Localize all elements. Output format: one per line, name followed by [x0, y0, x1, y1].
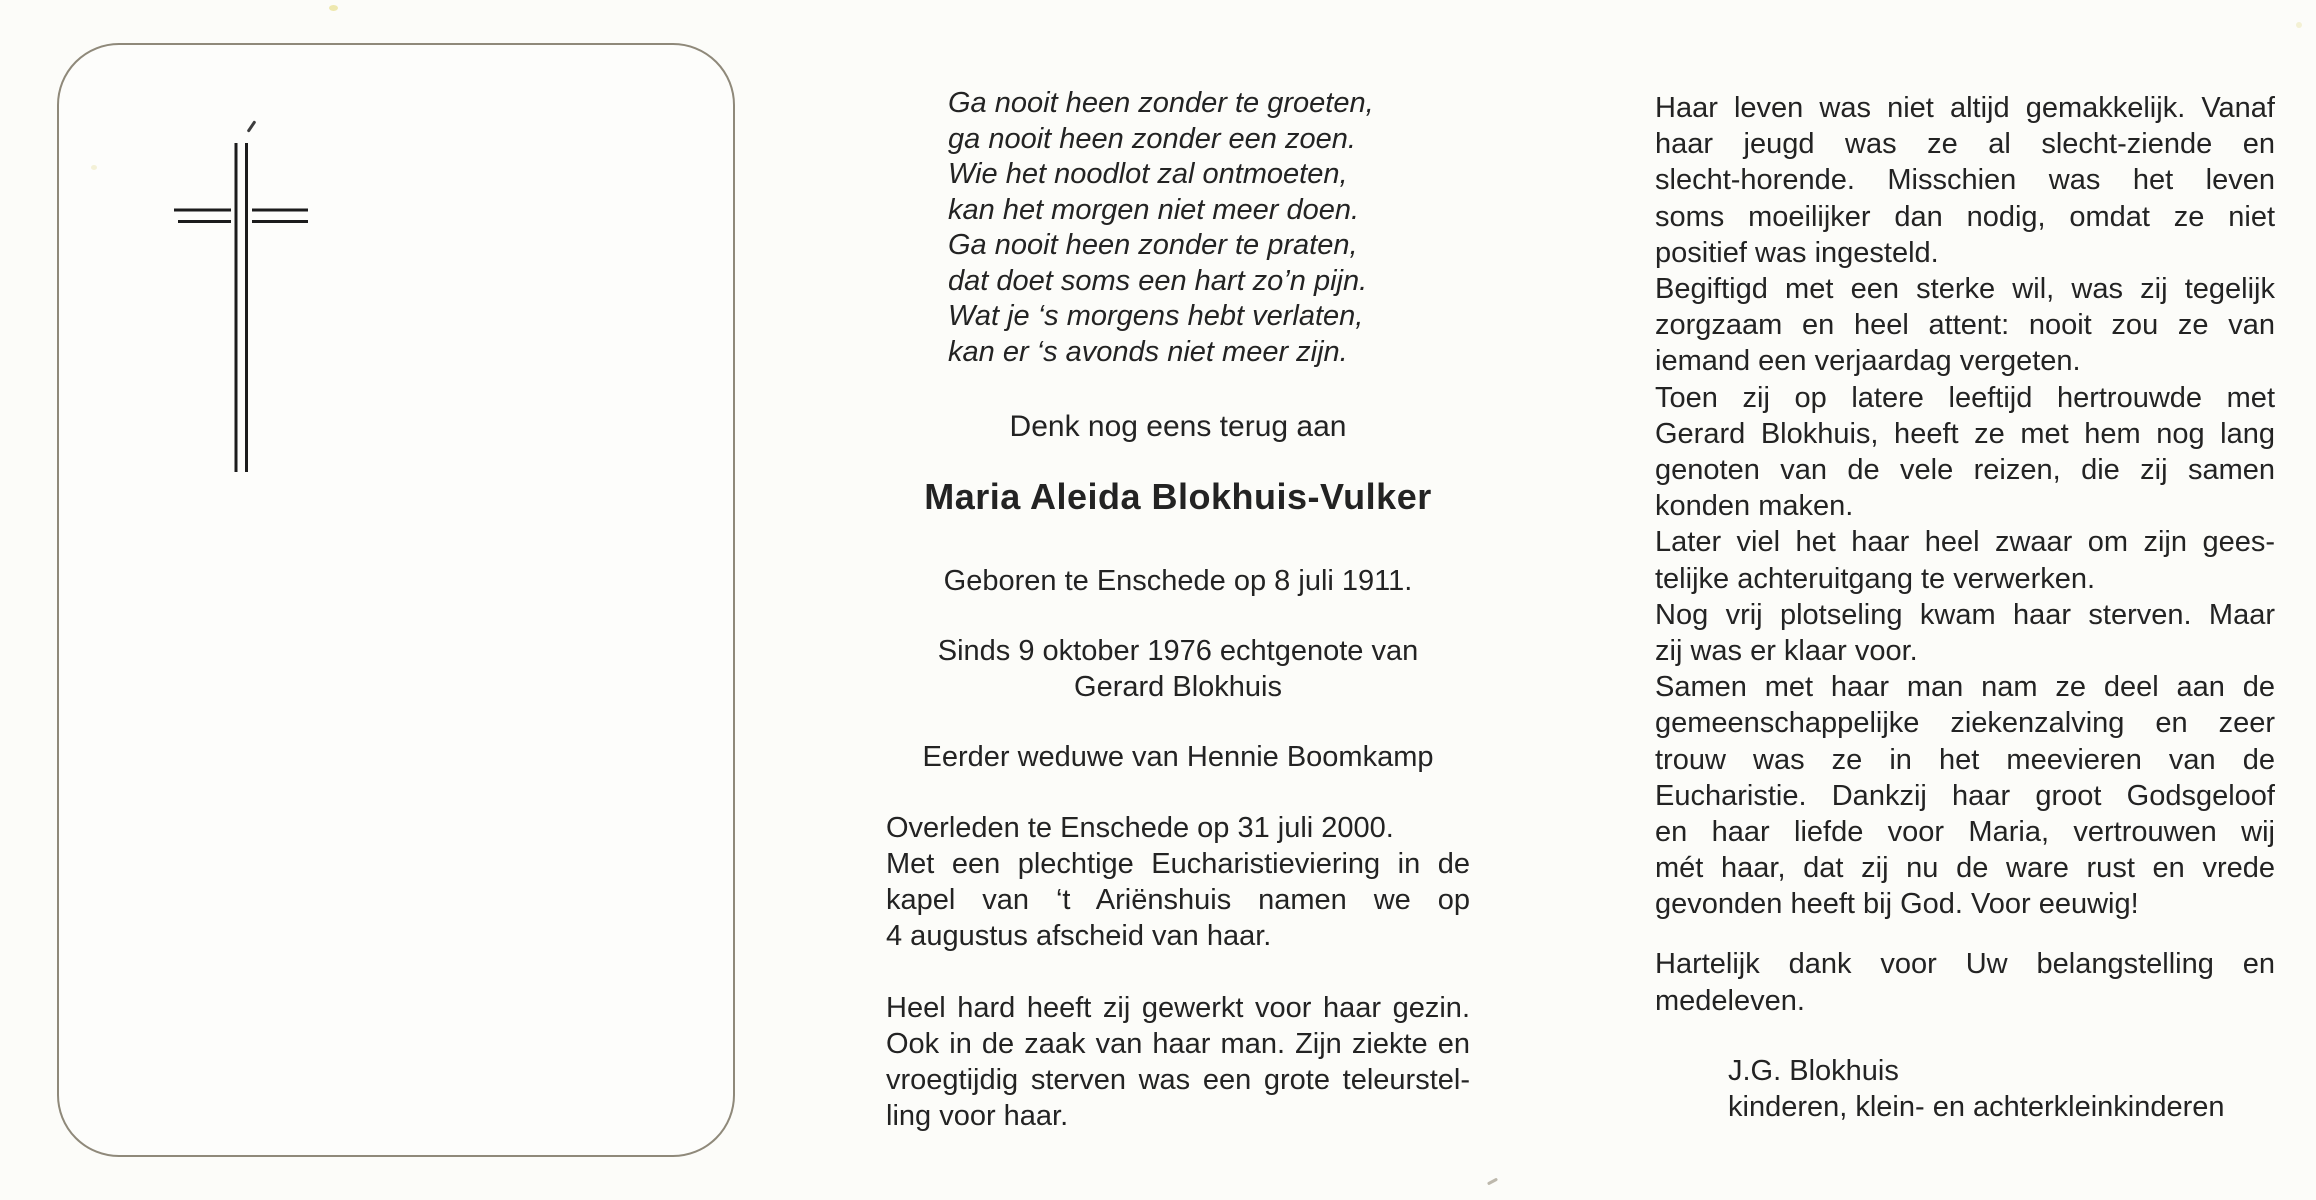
center-panel [886, 0, 1470, 1200]
marriage-block [886, 633, 1470, 705]
work-block [886, 990, 1470, 1134]
thanks-block [1655, 946, 2275, 1020]
text-line: Later viel het haar heel zwaar om zijn gees- [1655, 526, 2275, 559]
text-line: gevonden heeft bij God. Voor eeuwig! [1655, 888, 2139, 921]
scan-speck [2296, 22, 2302, 28]
text-line: genoten van de vele reizen, die zij samen [1655, 454, 2275, 487]
text-line: kan het morgen niet meer doen. [948, 193, 1360, 226]
text-line: dat doet soms een hart zo’n pijn. [948, 264, 1368, 297]
birth-line: Geboren te Enschede op 8 juli 1911. [943, 565, 1413, 597]
text-line: Nog vrij plotseling kwam haar sterven. Maar [1655, 598, 2275, 631]
text-line: medeleven. [1655, 985, 1805, 1017]
text-line: en haar liefde voor Maria, vertrouwen wij [1655, 816, 2275, 849]
remembrance-intro: Denk nog eens terug aan [1009, 410, 1347, 443]
text-line: positief was ingesteld. [1655, 236, 1939, 269]
text-line: vroegtijdig sterven was een grote teleurstel- [886, 1064, 1470, 1096]
text-line: kapel van ‘t Ariënshuis namen we op [886, 884, 1470, 916]
text-line: slecht-horende. Misschien was het leven [1655, 164, 2275, 197]
text-line: Ga nooit heen zonder te praten, [948, 229, 1358, 261]
text-line: Ook in de zaak van haar man. Zijn ziekte en [886, 1028, 1470, 1060]
text-line: Eucharistie. Dankzij haar groot Godsgeloof [1655, 779, 2275, 812]
text-line: Met een plechtige Eucharistieviering in de [886, 848, 1470, 880]
deceased-name: Maria Aleida Blokhuis-Vulker [924, 476, 1432, 517]
death-block [886, 810, 1470, 954]
text-line: Sinds 9 oktober 1976 echtgenote van [937, 635, 1419, 667]
text-line: Gerard Blokhuis, heeft ze met hem nog lang [1655, 417, 2275, 450]
biography-block [1655, 90, 2275, 923]
text-line: Wie het noodlot zal ontmoeten, [948, 158, 1348, 190]
poem [886, 86, 1470, 370]
text-line: ling voor haar. [886, 1100, 1069, 1132]
text-line: Ga nooit heen zonder te groeten, [948, 87, 1374, 119]
text-line: zorgzaam en heel attent: nooit zou ze van [1655, 309, 2275, 342]
text-line: mét haar, dat zij nu de ware rust en vrede [1655, 852, 2275, 885]
text-line: gemeenschappelijke ziekenzalving en zeer [1655, 707, 2275, 740]
widow-line: Eerder weduwe van Hennie Boomkamp [922, 741, 1434, 773]
text-line: Wat je ‘s morgens hebt verlaten, [948, 300, 1364, 332]
signature-block [1655, 1053, 2275, 1125]
text-line: Hartelijk dank voor Uw belangstelling en [1655, 948, 2275, 980]
text-line: soms moeilijker dan nodig, omdat ze niet [1655, 200, 2275, 233]
text-line: Gerard Blokhuis [1074, 671, 1282, 703]
card-front-panel [57, 43, 735, 1157]
text-line: telijke achteruitgang te verwerken. [1655, 562, 2096, 595]
text-line: Overleden te Enschede op 31 juli 2000. [886, 812, 1394, 844]
text-line: konden maken. [1655, 490, 1854, 523]
text-line: Heel hard heeft zij gewerkt voor haar gezin. [886, 992, 1470, 1024]
text-line: iemand een verjaardag vergeten. [1655, 345, 2081, 378]
scan-speck [1487, 1178, 1498, 1186]
text-line: Begiftigd met een sterke wil, was zij tegelijk [1655, 273, 2275, 306]
cross-icon [170, 137, 312, 477]
scan-speck [329, 5, 338, 11]
text-line: kan er ‘s avonds niet meer zijn. [948, 335, 1348, 368]
text-line: kinderen, klein- en achterkleinkinderen [1728, 1091, 2225, 1123]
text-line: ga nooit heen zonder een zoen. [948, 122, 1356, 155]
text-line: trouw was ze in het meevieren van de [1655, 743, 2275, 776]
text-line: J.G. Blokhuis [1728, 1055, 1899, 1087]
text-line: zij was er klaar voor. [1655, 635, 1918, 668]
text-line: Samen met haar man nam ze deel aan de [1655, 671, 2275, 704]
text-line: Toen zij op latere leeftijd hertrouwde met [1655, 381, 2275, 414]
text-line: 4 augustus afscheid van haar. [886, 920, 1272, 952]
scan-speck [91, 165, 97, 170]
right-panel [1655, 0, 2275, 1200]
text-line: haar jeugd was ze al slecht-ziende en [1655, 128, 2275, 161]
text-line: Haar leven was niet altijd gemakkelijk. Vanaf [1655, 92, 2275, 124]
